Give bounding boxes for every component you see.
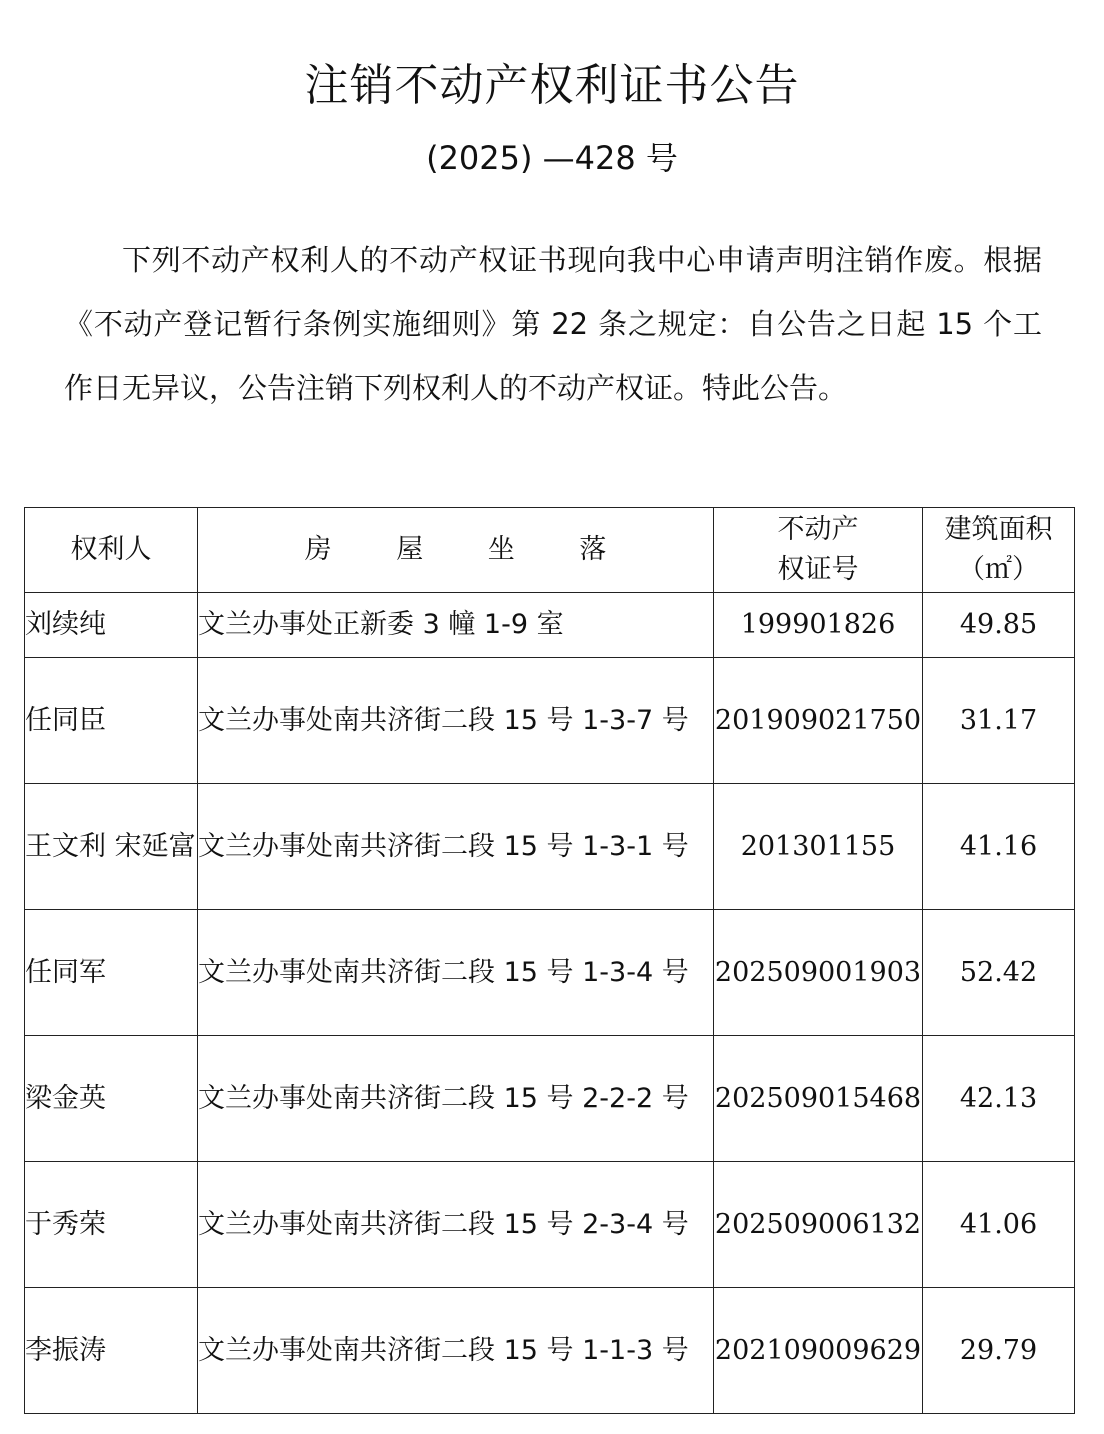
- holder-cell: 刘续纯: [25, 593, 198, 658]
- header-area: [923, 508, 1075, 593]
- cert-number-cell: 202509001903: [714, 910, 923, 1036]
- notice-title: 注销不动产权利证书公告: [304, 60, 800, 111]
- location-cell: 文兰办事处南共济街二段 15 号 2-2-2 号: [198, 1036, 714, 1162]
- table-row: [25, 1036, 1075, 1162]
- cert-number-cell: 199901826: [714, 593, 923, 658]
- table-row: [25, 593, 1075, 658]
- holder-cell: 李振涛: [25, 1288, 198, 1414]
- cert-number-cell: 202509015468: [714, 1036, 923, 1162]
- location-cell: 文兰办事处南共济街二段 15 号 1-3-4 号: [198, 910, 714, 1036]
- table-row: [25, 910, 1075, 1036]
- header-location: [198, 508, 714, 593]
- holder-cell: 任同臣: [25, 658, 198, 784]
- holder-cell: 王文利 宋延富: [25, 784, 198, 910]
- area-cell: 41.16: [923, 784, 1075, 910]
- area-cell: 49.85: [923, 593, 1075, 658]
- table-row: [25, 658, 1075, 784]
- holder-cell: 任同军: [25, 910, 198, 1036]
- holder-cell: 于秀荣: [25, 1162, 198, 1288]
- table-header-row: [25, 508, 1075, 593]
- header-holder: 权利人: [25, 508, 198, 593]
- area-cell: 31.17: [923, 658, 1075, 784]
- table-row: [25, 784, 1075, 910]
- cert-number-cell: 202109009629: [714, 1288, 923, 1414]
- cert-number-cell: 201301155: [714, 784, 923, 910]
- holder-cell: 梁金英: [25, 1036, 198, 1162]
- cancellation-table: [24, 507, 1075, 1414]
- area-cell: 41.06: [923, 1162, 1075, 1288]
- location-cell: 文兰办事处正新委 3 幢 1-9 室: [198, 593, 714, 658]
- cert-number-cell: 201909021750: [714, 658, 923, 784]
- location-cell: 文兰办事处南共济街二段 15 号 1-3-7 号: [198, 658, 714, 784]
- header-cert-number: [714, 508, 923, 593]
- header-area-line2: （㎡）: [958, 554, 1039, 585]
- location-cell: 文兰办事处南共济街二段 15 号 2-3-4 号: [198, 1162, 714, 1288]
- area-cell: 29.79: [923, 1288, 1075, 1414]
- header-cert-line1: 不动产: [777, 514, 859, 545]
- header-cert-line2: 权证号: [777, 554, 859, 585]
- notice-number: (2025) —428 号: [426, 139, 678, 177]
- area-cell: 42.13: [923, 1036, 1075, 1162]
- header-area-line1: 建筑面积: [944, 514, 1053, 545]
- header-location-label: 房 屋 坐 落: [304, 534, 635, 565]
- table-row: [25, 1162, 1075, 1288]
- location-cell: 文兰办事处南共济街二段 15 号 1-3-1 号: [198, 784, 714, 910]
- table-row: [25, 1288, 1075, 1414]
- notice-body: 下列不动产权利人的不动产权证书现向我中心申请声明注销作废。根据《不动产登记暂行条例实施细则》第 22 条之规定：自公告之日起 15 个工作日无异议，公告注销下列权利人的不动产权证。特此公告。: [64, 243, 1042, 405]
- cert-number-cell: 202509006132: [714, 1162, 923, 1288]
- area-cell: 52.42: [923, 910, 1075, 1036]
- location-cell: 文兰办事处南共济街二段 15 号 1-1-3 号: [198, 1288, 714, 1414]
